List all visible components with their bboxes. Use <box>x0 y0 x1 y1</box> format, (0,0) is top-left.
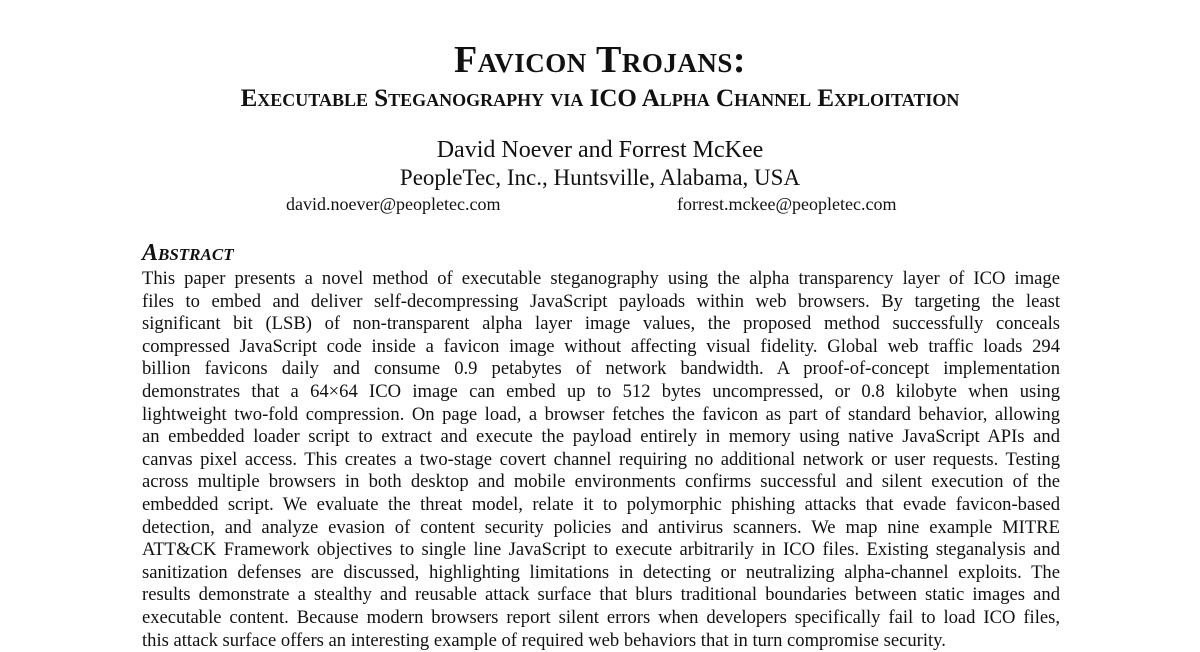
abstract-body <box>142 268 1060 652</box>
abstract-line: detection, and analyze evasion of content security policies and antivirus scanners. We map nine example MITRE <box>142 517 1060 540</box>
abstract-line: an embedded loader script to extract and execute the payload entirely in memory using native JavaScript APIs and <box>142 426 1060 449</box>
abstract-line: embedded script. We evaluate the threat model, relate it to polymorphic phishing attacks that evade favicon-based <box>142 494 1060 517</box>
abstract-line: demonstrates that a 64×64 ICO image can embed up to 512 bytes uncompressed, or 0.8 kilobyte when using <box>142 381 1060 404</box>
abstract-line: this attack surface offers an interesting example of required web behaviors that in turn compromise security. <box>142 630 1060 652</box>
author-email-noever: david.noever@peopletec.com <box>286 193 501 215</box>
abstract-line: canvas pixel access. This creates a two-stage covert channel requiring no additional network or user requests. Testing <box>142 449 1060 472</box>
abstract-heading: Abstract <box>142 239 234 267</box>
abstract-line: billion favicons daily and consume 0.9 petabytes of network bandwidth. A proof-of-concept implementation <box>142 358 1060 381</box>
abstract-line: sanitization defenses are discussed, highlighting limitations in detecting or neutralizing alpha-channel exploits. The <box>142 562 1060 585</box>
abstract-line: executable content. Because modern browsers report silent errors when developers specifically fail to load ICO files, <box>142 607 1060 630</box>
abstract-line: files to embed and deliver self-decompressing JavaScript payloads within web browsers. By targeting the least <box>142 291 1060 314</box>
abstract-line: lightweight two-fold compression. On page load, a browser fetches the favicon as part of standard behavior, allowing <box>142 404 1060 427</box>
abstract-line: ATT&CK Framework objectives to single line JavaScript to execute arbitrarily in ICO files. Existing steganalysis and <box>142 539 1060 562</box>
abstract-line: significant bit (LSB) of non-transparent alpha layer image values, the proposed method successfully conceals <box>142 313 1060 336</box>
abstract-line: compressed JavaScript code inside a favicon image without affecting visual fidelity. Global web traffic loads 294 <box>142 336 1060 359</box>
author-affiliation: PeopleTec, Inc., Huntsville, Alabama, USA <box>0 164 1200 192</box>
abstract-line: This paper presents a novel method of executable steganography using the alpha transparency layer of ICO image <box>142 268 1060 291</box>
author-names: David Noever and Forrest McKee <box>0 136 1200 164</box>
paper-title: Favicon Trojans: <box>0 38 1200 82</box>
paper-subtitle: Executable Steganography via ICO Alpha Channel Exploitation <box>0 84 1200 114</box>
author-email-mckee: forrest.mckee@peopletec.com <box>677 193 896 215</box>
abstract-line: results demonstrate a stealthy and reusable attack surface that blurs traditional boundaries between static images and <box>142 584 1060 607</box>
abstract-line: across multiple browsers in both desktop and mobile environments confirms successful and silent execution of the <box>142 471 1060 494</box>
